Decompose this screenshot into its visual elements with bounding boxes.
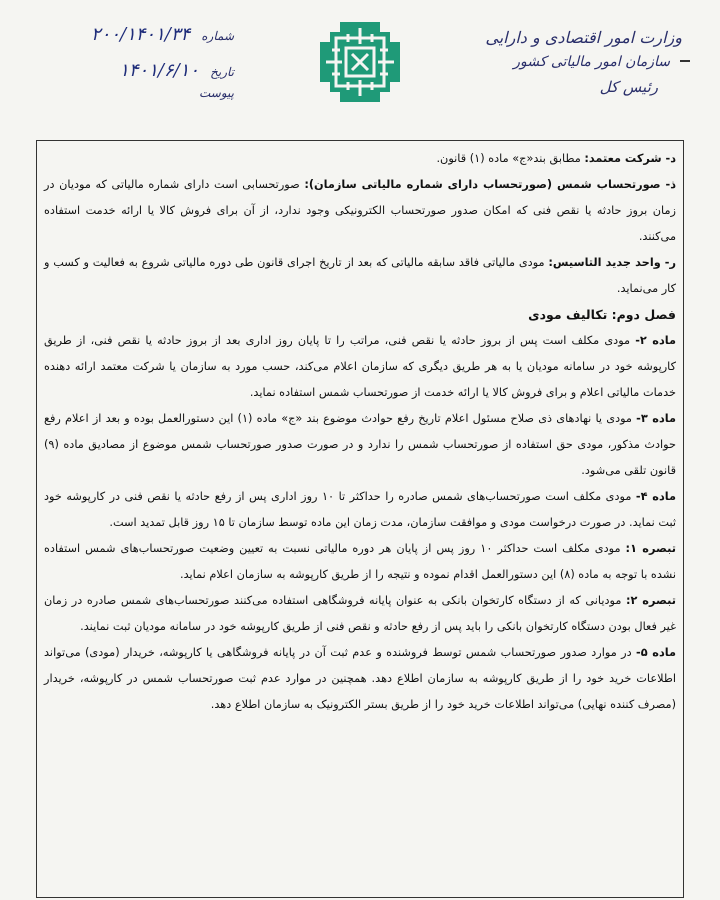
number-label: شماره [201,29,234,43]
note-2 [44,588,676,640]
letter-date-field [64,60,234,81]
attachment-field [64,86,234,100]
article-3 [44,406,676,484]
definition-lead: ر- واحد جدید التاسیس: [548,256,676,269]
article-lead: ماده ۵- [635,646,677,659]
definition-text: مودی مالیاتی فاقد سابقه مالیاتی که بعد از تاریخ اجرای قانون طی دوره مالیاتی شروع به فعالیت و کسب و کار می‌نماید. [44,256,676,295]
organization-name: سازمان امور مالیاتی کشور [513,54,670,70]
number-value: ۲۰۰/۱۴۰۱/۳۴ [91,24,191,45]
date-label: تاریخ [210,65,234,79]
definition-shams-invoice [44,172,676,250]
article-4 [44,484,676,536]
ministry-name: وزارت امور اقتصادی و دارایی [485,28,682,47]
article-text: مودی مکلف است صورتحساب‌های شمس صادره را حداکثر تا ۱۰ روز اداری پس از رفع حادثه یا نقص فنی در کارپوشه خود ثبت نماید. در صورت درخواست مودی و موافقت سازمان، مدت زمان این ماده توسط سازمان تا ۱۵ روز قابل تمدید است. [44,490,676,529]
attachment-label: پیوست [199,86,234,100]
article-lead: ماده ۳- [636,412,676,425]
article-text: مودی یا نهادهای ذی صلاح مسئول اعلام تاریخ رفع حوادث موضوع بند «ج» ماده (۱) این دستورالعمل بوده و بعد از اعلام رفع حوادث مذکور، مودی حق استفاده از صورتحساب شمس را ندارد و در صورت صدور صورتحساب شمس موضوع از مصادیق ماده (۹) قانون تلقی می‌شود. [44,412,676,477]
letter-number-field [64,24,234,45]
document-body [44,146,676,718]
note-1 [44,536,676,588]
article-5 [44,640,676,718]
definition-lead: ذ- صورتحساب شمس (صورتحساب دارای شماره مالیاتی سازمان): [304,178,676,191]
note-text: مودی مکلف است حداکثر ۱۰ روز پس از پایان هر دوره مالیاتی نسبت به تعیین وضعیت صورتحساب‌های شمس استفاده نشده با توجه به ماده (۸) این دستورالعمل اقدام نموده و نتیجه را از طریق کارپوشه به سازمان اعلام نماید. [44,542,676,581]
letterhead-dash [680,60,690,62]
note-lead: تبصره ۱: [625,542,676,555]
office-title: رئیس کل [599,78,658,96]
definition-lead: د- شرکت معتمد: [584,152,676,165]
article-text: در موارد صدور صورتحساب شمس توسط فروشنده و عدم ثبت آن در پایانه فروشگاهی یا کارپوشه، خریدار (مودی) می‌تواند اطلاعات خرید خود را از طریق کارپوشه به سازمان اطلاع دهد. همچنین در موارد عدم ثبت صورتحساب شمس در کارپوشه، خریدار (مصرف کننده نهایی) می‌تواند اطلاعات خرید خود را از طریق بستر الکترونیک به سازمان اطلاع دهد. [44,646,676,711]
definition-trusted-company [44,146,676,172]
note-lead: تبصره ۲: [625,594,676,607]
definition-new-unit [44,250,676,302]
chapter-heading: فصل دوم: تکالیف مودی [528,307,676,322]
date-value: ۱۴۰۱/۶/۱۰ [119,60,200,81]
article-2 [44,328,676,406]
definition-text: مطابق بند«ج» ماده (۱) قانون. [436,152,585,165]
tax-organization-logo [318,20,402,104]
article-lead: ماده ۲- [635,334,676,347]
article-text: مودی مکلف است پس از بروز حادثه یا نقص فنی، مراتب را تا پایان روز اداری بعد از بروز حادثه یا نقص فنی، از طریق کارپوشه خود در سامانه مودیان یا به هر طریق دیگری که سازمان اعلام می‌کند، حسب مورد به سازمان یا شرکت معتمد ارائه دهنده خدمات مالیاتی اعلام و برای فروش کالا یا ارائه خدمت از صورتحساب شمس استفاده نماید. [44,334,676,399]
note-text: مودیانی که از دستگاه کارتخوان بانکی به عنوان پایانه فروشگاهی استفاده می‌کنند صورتحساب‌های شمس صادره در زمان غیر فعال بودن دستگاه کارتخوان بانکی را باید پس از رفع حادثه و نقص فنی از طریق کارپوشه خود در سامانه مودیان ثبت نمایند. [44,594,676,633]
definition-text: صورتحسابی است دارای شماره مالیاتی که مودیان در زمان بروز حادثه یا نقص فنی که امکان صدور صورتحساب الکترونیکی وجود ندارد، از آن برای فروش کالا یا ارائه خدمت استفاده می‌کنند. [44,178,676,243]
article-lead: ماده ۴- [635,490,676,503]
